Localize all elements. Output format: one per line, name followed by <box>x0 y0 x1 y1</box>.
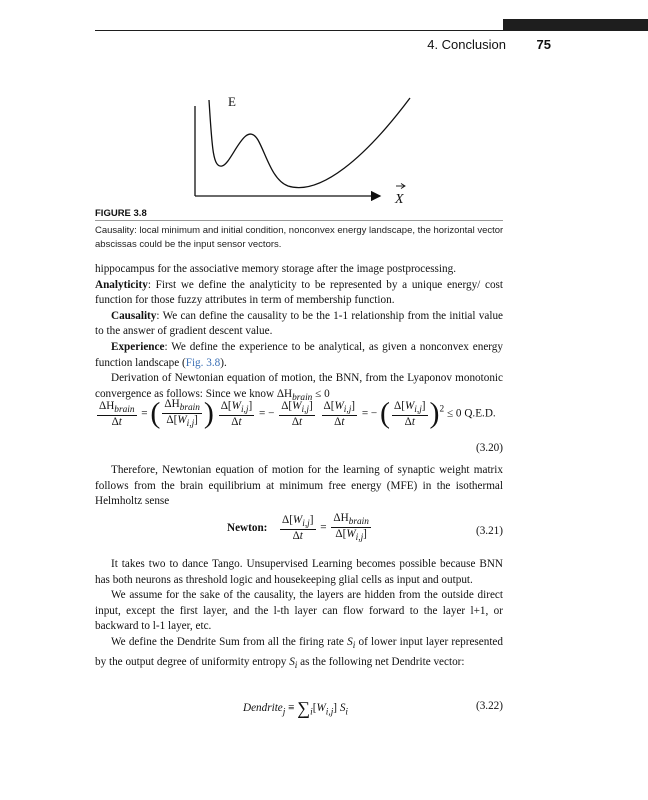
paragraph-causality: Causality: We can define the causality to be the 1-1 relationship from the initial value to the answer of gradient descent value. <box>95 309 503 338</box>
eq1-tail: ≤ 0 Q.E.D. <box>447 407 496 420</box>
energy-curve <box>209 98 410 188</box>
vector-arrow-icon <box>396 184 405 189</box>
paragraph-assumption: We assume for the sake of the causality, the layers are hidden from the outside direct input, except the first layer, and the l-th layer can flow forward to the layer l+1, or backward to l-1 layer, etc. <box>95 589 503 633</box>
paragraph-hippocampus: hippocampus for the associative memory storage after the image postprocessing. <box>95 263 456 275</box>
figure-link[interactable]: Fig. 3.8 <box>185 356 221 369</box>
body-text-middle <box>95 463 503 510</box>
equation-number-3-20: (3.20) <box>475 442 503 454</box>
y-axis-label: E <box>228 94 236 109</box>
equation-number-3-21: (3.21) <box>475 525 503 537</box>
equation-number-3-22: (3.22) <box>475 700 503 712</box>
header-rule <box>95 30 648 31</box>
equation-3-21: Newton: $\frac{\Delta[W_{i,j}]}{\Delta t}$ = $\frac{\Delta H_{brain}}{\Delta[W_{i,j}]}$ (3.21) <box>227 512 503 544</box>
equation-3-20: $\frac{\Delta H_{brain}}{\Delta t}$ = ( $\frac{\Delta H_{brain}}{\Delta[W_{i,j}]}$ ) $\frac{\Delta[W_{i,j}]}{\Delta t}$ = − $\frac{\Delta[W_{i,j}]}{\Delta t}$ $\frac{\Delta[W_{i,j}]}{\Delta t}$ = − ( $\frac{\Delta[W_{i,j}]}{\Delta t}$ )$^2$ ≤ 0 Q.E.D. (3.20) <box>99 396 503 454</box>
paragraph-newtonian: Therefore, Newtonian equation of motion for the learning of synaptic weight matrix follows from the brain equilibrium at minimum free energy (MFE) in the isothermal Helmholtz sense <box>95 464 503 508</box>
figure-rule <box>95 220 503 221</box>
page-number: 75 <box>536 37 551 52</box>
paragraph-experience: Experience: We define the experience to be analytical, as given a nonconvex energy function landscape (Fig. 3.8). <box>95 340 503 369</box>
section-title: 4. Conclusion <box>427 37 506 52</box>
paragraph-analyticity: Analyticity: First we define the analyticity to be represented by a unique energy/ cost function for those fuzzy attributes in term of membership function. <box>95 278 503 307</box>
newton-label: Newton: <box>227 522 268 534</box>
running-head <box>95 37 553 55</box>
energy-landscape-figure <box>150 88 450 213</box>
figure-caption: Causality: local minimum and initial condition, nonconvex energy landscape, the horizontal vector abscissas could be the input sensor vectors. <box>95 225 504 250</box>
paragraph-derivation: Derivation of Newtonian equation of motion, the BNN, from the Lyaponov monotonic convergence as follows: Since we know $\Delta H_{brain} \le 0$ <box>95 372 503 403</box>
paragraph-dendrite: We define the Dendrite Sum from all the firing rate $S_i$ of lower input layer represented by the output degree of uniformity entropy $S_i$ as the following net Dendrite vector: <box>95 635 503 672</box>
paragraph-tango: It takes two to dance Tango. Unsupervised Learning becomes possible because BNN has both neurons as threshold logic and housekeeping glial cells as input and output. <box>95 558 503 586</box>
x-axis-label: X <box>395 192 404 207</box>
body-text-bottom <box>95 557 503 675</box>
equation-3-22: Dendrite$_j$ ≡ $\sum_i[W_{i,j}]$ $S_i$ (3.22) <box>243 698 503 718</box>
body-text-top <box>95 262 503 407</box>
figure-label: FIGURE 3.8 <box>95 208 147 219</box>
